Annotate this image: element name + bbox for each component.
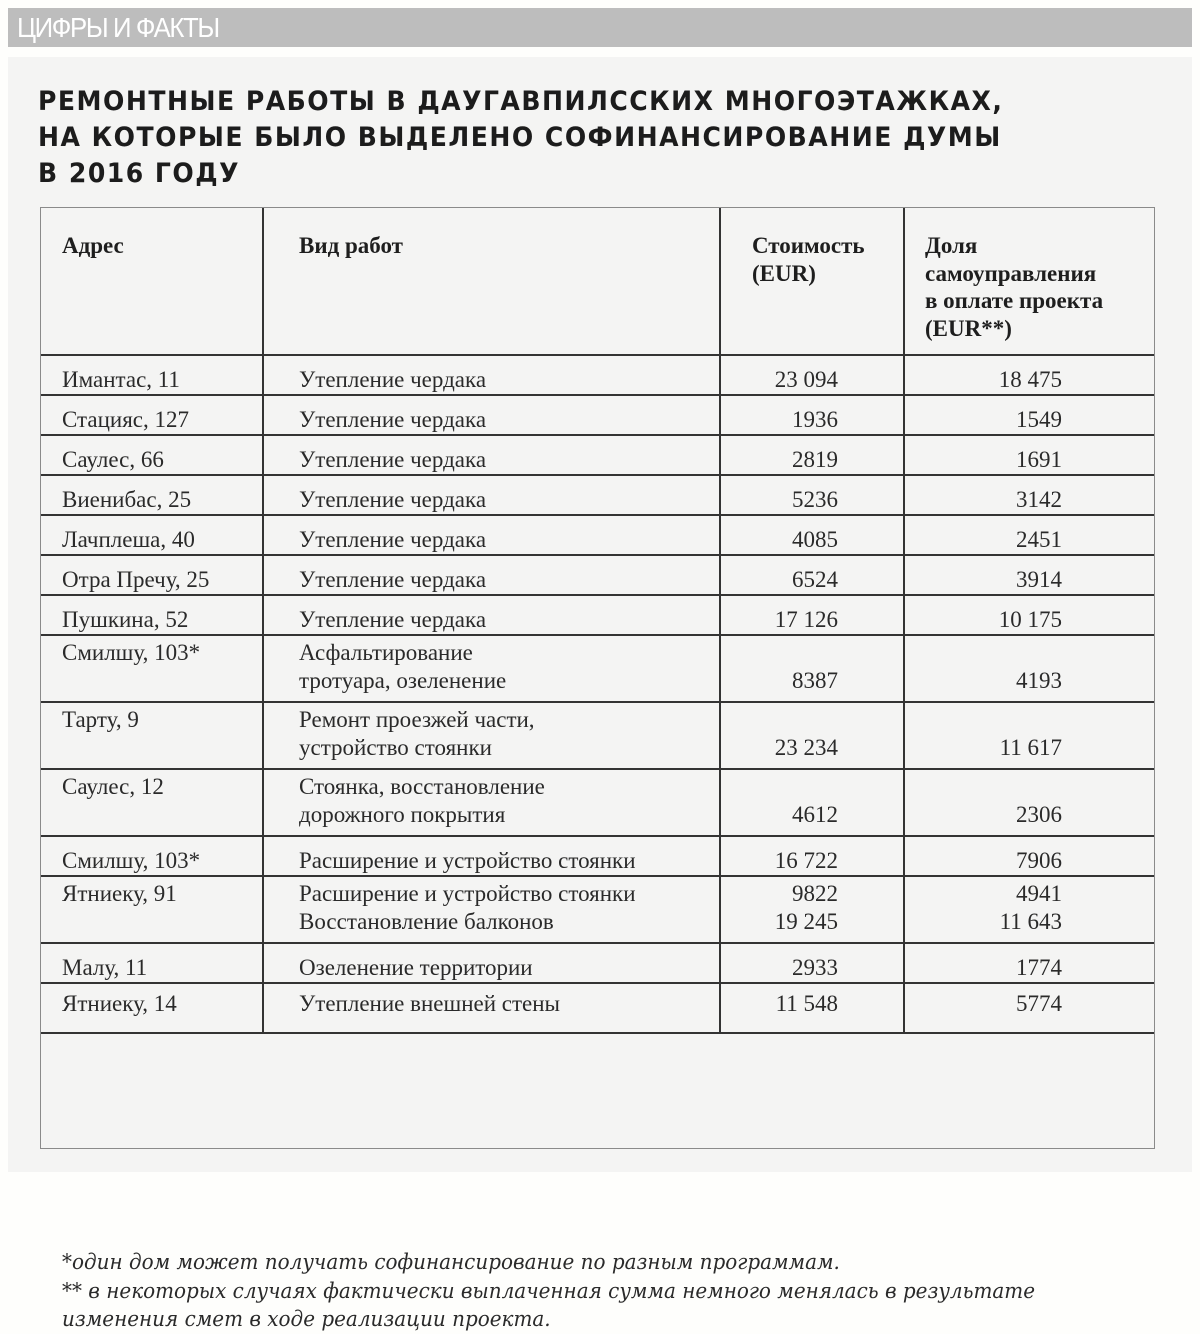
cell-work-type bbox=[263, 595, 720, 635]
cell-municipality-share bbox=[904, 435, 1154, 475]
section-header-bar bbox=[8, 8, 1192, 47]
cell-work-type bbox=[263, 769, 720, 836]
work-type-line: Утепление чердака bbox=[299, 487, 487, 512]
cost-value: 19 245 bbox=[774, 909, 838, 934]
cost-value: 9822 bbox=[792, 881, 838, 906]
cell-address: Стацияс, 127 bbox=[41, 395, 263, 435]
cell-cost bbox=[720, 435, 904, 475]
header-share-line: Доля bbox=[925, 233, 978, 258]
cell-cost bbox=[720, 769, 904, 836]
table-row bbox=[41, 836, 1154, 876]
footnote: *один дом может получать софинансирование по разным программам. bbox=[62, 1250, 840, 1274]
work-type-line: Утепление внешней стены bbox=[299, 991, 561, 1016]
cost-value: 8387 bbox=[792, 668, 838, 693]
share-value: 7906 bbox=[1016, 848, 1062, 873]
cost-value: 23 094 bbox=[774, 367, 838, 392]
cell-work-type bbox=[263, 475, 720, 515]
table-body bbox=[41, 355, 1154, 1033]
share-value: 2451 bbox=[1016, 527, 1062, 552]
share-value: 4941 bbox=[1016, 881, 1062, 906]
cell-municipality-share bbox=[904, 769, 1154, 836]
cost-value: 1936 bbox=[792, 407, 838, 432]
cell-cost bbox=[720, 943, 904, 983]
cell-cost bbox=[720, 983, 904, 1033]
share-value: 11 617 bbox=[999, 735, 1062, 760]
table-row bbox=[41, 435, 1154, 475]
cell-address: Лачплеша, 40 bbox=[41, 515, 263, 555]
work-type-line: тротуара, озеленение bbox=[299, 668, 507, 693]
work-type-line: Ремонт проезжей части, bbox=[299, 707, 535, 732]
cell-municipality-share bbox=[904, 943, 1154, 983]
cell-cost bbox=[720, 635, 904, 702]
work-type-line: Восстановление балконов bbox=[299, 909, 554, 934]
work-type-line: Утепление чердака bbox=[299, 567, 487, 592]
share-value: 3142 bbox=[1016, 487, 1062, 512]
work-type-line: Расширение и устройство стоянки bbox=[299, 881, 636, 906]
table-row bbox=[41, 355, 1154, 395]
cell-address: Имантас, 11 bbox=[41, 355, 263, 395]
cost-value: 4085 bbox=[792, 527, 838, 552]
page-title bbox=[38, 84, 1061, 192]
work-type-line: Утепление чердака bbox=[299, 447, 487, 472]
cell-work-type bbox=[263, 702, 720, 769]
cell-work-type bbox=[263, 395, 720, 435]
table-header-row bbox=[41, 208, 1154, 355]
header-cost bbox=[720, 208, 904, 355]
work-type-line: дорожного покрытия bbox=[299, 802, 506, 827]
cell-address: Саулес, 66 bbox=[41, 435, 263, 475]
share-value: 1549 bbox=[1016, 407, 1062, 432]
cell-work-type bbox=[263, 555, 720, 595]
cost-value: 4612 bbox=[792, 802, 838, 827]
share-value: 10 175 bbox=[998, 607, 1062, 632]
cell-municipality-share bbox=[904, 635, 1154, 702]
header-cost-line: Стоимость bbox=[752, 233, 865, 258]
cell-cost bbox=[720, 836, 904, 876]
share-value: 18 475 bbox=[998, 367, 1062, 392]
share-value: 4193 bbox=[1016, 668, 1062, 693]
table-row bbox=[41, 876, 1154, 943]
footnote: ** в некоторых случаях фактически выплаченная сумма немного менялась в результате bbox=[62, 1278, 1036, 1303]
cell-address: Тарту, 9 bbox=[41, 702, 263, 769]
share-value: 3914 bbox=[1016, 567, 1062, 592]
cell-work-type bbox=[263, 876, 720, 943]
cost-value: 2819 bbox=[792, 447, 838, 472]
header-municipality-share bbox=[904, 208, 1154, 355]
cell-municipality-share bbox=[904, 702, 1154, 769]
cell-municipality-share bbox=[904, 515, 1154, 555]
header-address: Адрес bbox=[41, 208, 263, 355]
header-share-line: в оплате проекта bbox=[925, 288, 1104, 313]
table-row bbox=[41, 595, 1154, 635]
work-type-line: Расширение и устройство стоянки bbox=[299, 848, 636, 873]
cell-municipality-share bbox=[904, 983, 1154, 1033]
cell-address: Саулес, 12 bbox=[41, 769, 263, 836]
work-type-line: Утепление чердака bbox=[299, 407, 487, 432]
cell-municipality-share bbox=[904, 355, 1154, 395]
header-cost-line: (EUR) bbox=[752, 260, 816, 286]
cell-cost bbox=[720, 555, 904, 595]
header-share-line: самоуправления bbox=[925, 260, 1097, 286]
cell-address: Смилшу, 103* bbox=[41, 836, 263, 876]
cell-work-type bbox=[263, 515, 720, 555]
cell-work-type bbox=[263, 836, 720, 876]
share-value: 1691 bbox=[1016, 447, 1062, 472]
cell-work-type bbox=[263, 355, 720, 395]
title-line: В 2016 ГОДУ bbox=[38, 158, 240, 189]
cell-cost bbox=[720, 702, 904, 769]
cost-value: 2933 bbox=[792, 955, 838, 980]
table-row bbox=[41, 769, 1154, 836]
cell-municipality-share bbox=[904, 475, 1154, 515]
table-row bbox=[41, 395, 1154, 435]
cell-cost bbox=[720, 475, 904, 515]
work-type-line: Озеленение территории bbox=[299, 955, 533, 980]
cell-cost bbox=[720, 355, 904, 395]
work-type-line: устройство стоянки bbox=[299, 735, 492, 760]
cost-value: 17 126 bbox=[774, 607, 838, 632]
share-value: 5774 bbox=[1016, 991, 1062, 1016]
title-line: РЕМОНТНЫЕ РАБОТЫ В ДАУГАВПИЛССКИХ МНОГОЭТАЖКАХ, bbox=[38, 86, 1004, 117]
cell-address: Ятниеку, 91 bbox=[41, 876, 263, 943]
cell-municipality-share bbox=[904, 836, 1154, 876]
work-type-line: Утепление чердака bbox=[299, 607, 487, 632]
cell-cost bbox=[720, 395, 904, 435]
work-type-line: Утепление чердака bbox=[299, 367, 487, 392]
section-label: ЦИФРЫ И ФАКТЫ bbox=[17, 12, 219, 43]
table-row bbox=[41, 555, 1154, 595]
table-row bbox=[41, 983, 1154, 1033]
cell-address: Смилшу, 103* bbox=[41, 635, 263, 702]
cell-address: Отра Пречу, 25 bbox=[41, 555, 263, 595]
cost-value: 5236 bbox=[792, 487, 838, 512]
work-type-line: Асфальтирование bbox=[299, 640, 473, 665]
cost-value: 11 548 bbox=[775, 991, 838, 1016]
share-value: 2306 bbox=[1016, 802, 1062, 827]
cell-municipality-share bbox=[904, 595, 1154, 635]
cell-municipality-share bbox=[904, 395, 1154, 435]
cell-cost bbox=[720, 876, 904, 943]
cell-work-type bbox=[263, 943, 720, 983]
cost-value: 23 234 bbox=[774, 735, 838, 760]
table-row bbox=[41, 943, 1154, 983]
cell-cost bbox=[720, 515, 904, 555]
footnotes bbox=[62, 1248, 1107, 1334]
cell-municipality-share bbox=[904, 555, 1154, 595]
share-value: 11 643 bbox=[999, 909, 1062, 934]
table-row bbox=[41, 515, 1154, 555]
repairs-table bbox=[41, 208, 1154, 1034]
footnote: изменения смет в ходе реализации проекта. bbox=[62, 1307, 551, 1331]
data-table-box bbox=[40, 207, 1155, 1331]
cell-address: Ятниеку, 14 bbox=[41, 983, 263, 1033]
cell-work-type bbox=[263, 435, 720, 475]
cell-cost bbox=[720, 595, 904, 635]
cell-municipality-share bbox=[904, 876, 1154, 943]
table-row bbox=[41, 702, 1154, 769]
cost-value: 16 722 bbox=[774, 848, 838, 873]
work-type-line: Утепление чердака bbox=[299, 527, 487, 552]
cell-work-type bbox=[263, 635, 720, 702]
cell-work-type bbox=[263, 983, 720, 1033]
share-value: 1774 bbox=[1016, 955, 1062, 980]
cost-value: 6524 bbox=[792, 567, 838, 592]
cell-address: Виенибас, 25 bbox=[41, 475, 263, 515]
header-share-line: (EUR**) bbox=[925, 315, 1012, 341]
table-row bbox=[41, 475, 1154, 515]
header-work-type: Вид работ bbox=[263, 208, 720, 355]
cell-address: Пушкина, 52 bbox=[41, 595, 263, 635]
cell-address: Малу, 11 bbox=[41, 943, 263, 983]
work-type-line: Стоянка, восстановление bbox=[299, 774, 545, 799]
table-row bbox=[41, 635, 1154, 702]
title-line: НА КОТОРЫЕ БЫЛО ВЫДЕЛЕНО СОФИНАНСИРОВАНИЕ ДУМЫ bbox=[38, 122, 1002, 153]
